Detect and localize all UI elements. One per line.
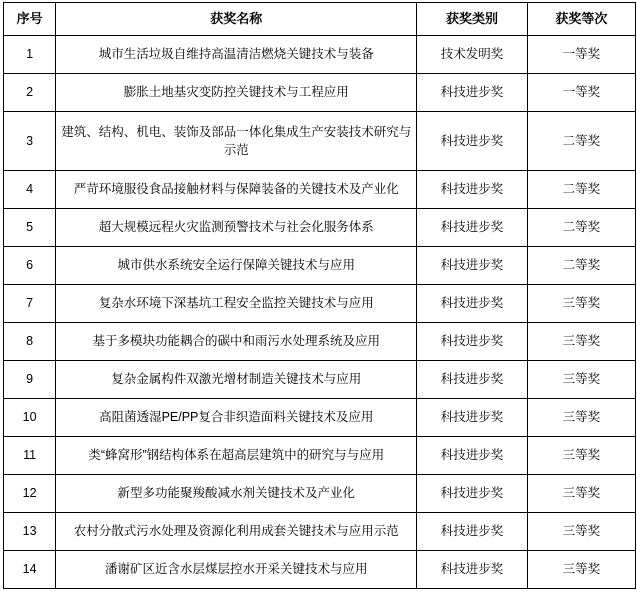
cell-type: 科技进步奖 bbox=[417, 437, 527, 475]
cell-name: 农村分散式污水处理及资源化利用成套关键技术与应用示范 bbox=[56, 513, 417, 551]
cell-index: 3 bbox=[4, 112, 56, 171]
cell-name: 复杂水环境下深基坑工程安全监控关键技术与应用 bbox=[56, 285, 417, 323]
cell-index: 6 bbox=[4, 247, 56, 285]
column-header-name: 获奖名称 bbox=[56, 3, 417, 36]
cell-level: 二等奖 bbox=[527, 112, 635, 171]
table-row bbox=[4, 209, 636, 247]
cell-name: 城市生活垃圾自维持高温清洁燃烧关键技术与装备 bbox=[56, 36, 417, 74]
cell-level: 三等奖 bbox=[527, 399, 635, 437]
table-row bbox=[4, 551, 636, 589]
table-row bbox=[4, 112, 636, 171]
cell-name: 严苛环境服役食品接触材料与保障装备的关键技术及产业化 bbox=[56, 171, 417, 209]
cell-type: 科技进步奖 bbox=[417, 323, 527, 361]
cell-type: 科技进步奖 bbox=[417, 551, 527, 589]
cell-level: 二等奖 bbox=[527, 247, 635, 285]
cell-index: 9 bbox=[4, 361, 56, 399]
table-row bbox=[4, 361, 636, 399]
award-table bbox=[3, 2, 636, 589]
cell-index: 10 bbox=[4, 399, 56, 437]
table-row bbox=[4, 36, 636, 74]
cell-type: 科技进步奖 bbox=[417, 361, 527, 399]
cell-index: 8 bbox=[4, 323, 56, 361]
cell-name: 基于多模块功能耦合的碳中和雨污水处理系统及应用 bbox=[56, 323, 417, 361]
cell-type: 科技进步奖 bbox=[417, 112, 527, 171]
cell-name: 潘谢矿区近含水层煤层控水开采关键技术与应用 bbox=[56, 551, 417, 589]
cell-index: 14 bbox=[4, 551, 56, 589]
cell-name: 复杂金属构件双激光增材制造关键技术与应用 bbox=[56, 361, 417, 399]
cell-index: 11 bbox=[4, 437, 56, 475]
cell-index: 7 bbox=[4, 285, 56, 323]
cell-name: 高阻菌透湿PE/PP复合非织造面料关键技术及应用 bbox=[56, 399, 417, 437]
cell-index: 1 bbox=[4, 36, 56, 74]
cell-type: 科技进步奖 bbox=[417, 74, 527, 112]
cell-type: 技术发明奖 bbox=[417, 36, 527, 74]
cell-type: 科技进步奖 bbox=[417, 399, 527, 437]
table-row bbox=[4, 399, 636, 437]
table-row bbox=[4, 323, 636, 361]
cell-type: 科技进步奖 bbox=[417, 209, 527, 247]
cell-level: 一等奖 bbox=[527, 74, 635, 112]
cell-name: 建筑、结构、机电、装饰及部品一体化集成生产安装技术研究与示范 bbox=[56, 112, 417, 171]
cell-level: 三等奖 bbox=[527, 323, 635, 361]
cell-index: 12 bbox=[4, 475, 56, 513]
cell-name: 超大规模远程火灾监测预警技术与社会化服务体系 bbox=[56, 209, 417, 247]
column-header-type: 获奖类别 bbox=[417, 3, 527, 36]
cell-level: 三等奖 bbox=[527, 475, 635, 513]
column-header-index: 序号 bbox=[4, 3, 56, 36]
table-header-row bbox=[4, 3, 636, 36]
cell-type: 科技进步奖 bbox=[417, 285, 527, 323]
table-row bbox=[4, 285, 636, 323]
cell-type: 科技进步奖 bbox=[417, 475, 527, 513]
cell-index: 2 bbox=[4, 74, 56, 112]
cell-index: 4 bbox=[4, 171, 56, 209]
table-header bbox=[4, 3, 636, 36]
cell-level: 三等奖 bbox=[527, 285, 635, 323]
table-row bbox=[4, 74, 636, 112]
cell-level: 一等奖 bbox=[527, 36, 635, 74]
cell-index: 13 bbox=[4, 513, 56, 551]
cell-level: 三等奖 bbox=[527, 361, 635, 399]
cell-name: 膨胀土地基灾变防控关键技术与工程应用 bbox=[56, 74, 417, 112]
cell-level: 三等奖 bbox=[527, 513, 635, 551]
cell-type: 科技进步奖 bbox=[417, 247, 527, 285]
table-body bbox=[4, 36, 636, 589]
table-row bbox=[4, 513, 636, 551]
cell-level: 三等奖 bbox=[527, 437, 635, 475]
cell-name: 城市供水系统安全运行保障关键技术与应用 bbox=[56, 247, 417, 285]
cell-name: 新型多功能聚羧酸减水剂关键技术及产业化 bbox=[56, 475, 417, 513]
cell-type: 科技进步奖 bbox=[417, 171, 527, 209]
table-row bbox=[4, 247, 636, 285]
column-header-level: 获奖等次 bbox=[527, 3, 635, 36]
cell-level: 二等奖 bbox=[527, 209, 635, 247]
cell-level: 二等奖 bbox=[527, 171, 635, 209]
table-row bbox=[4, 437, 636, 475]
table-row bbox=[4, 475, 636, 513]
table-row bbox=[4, 171, 636, 209]
cell-level: 三等奖 bbox=[527, 551, 635, 589]
cell-name: 类“蜂窝形”钢结构体系在超高层建筑中的研究与与应用 bbox=[56, 437, 417, 475]
cell-index: 5 bbox=[4, 209, 56, 247]
cell-type: 科技进步奖 bbox=[417, 513, 527, 551]
